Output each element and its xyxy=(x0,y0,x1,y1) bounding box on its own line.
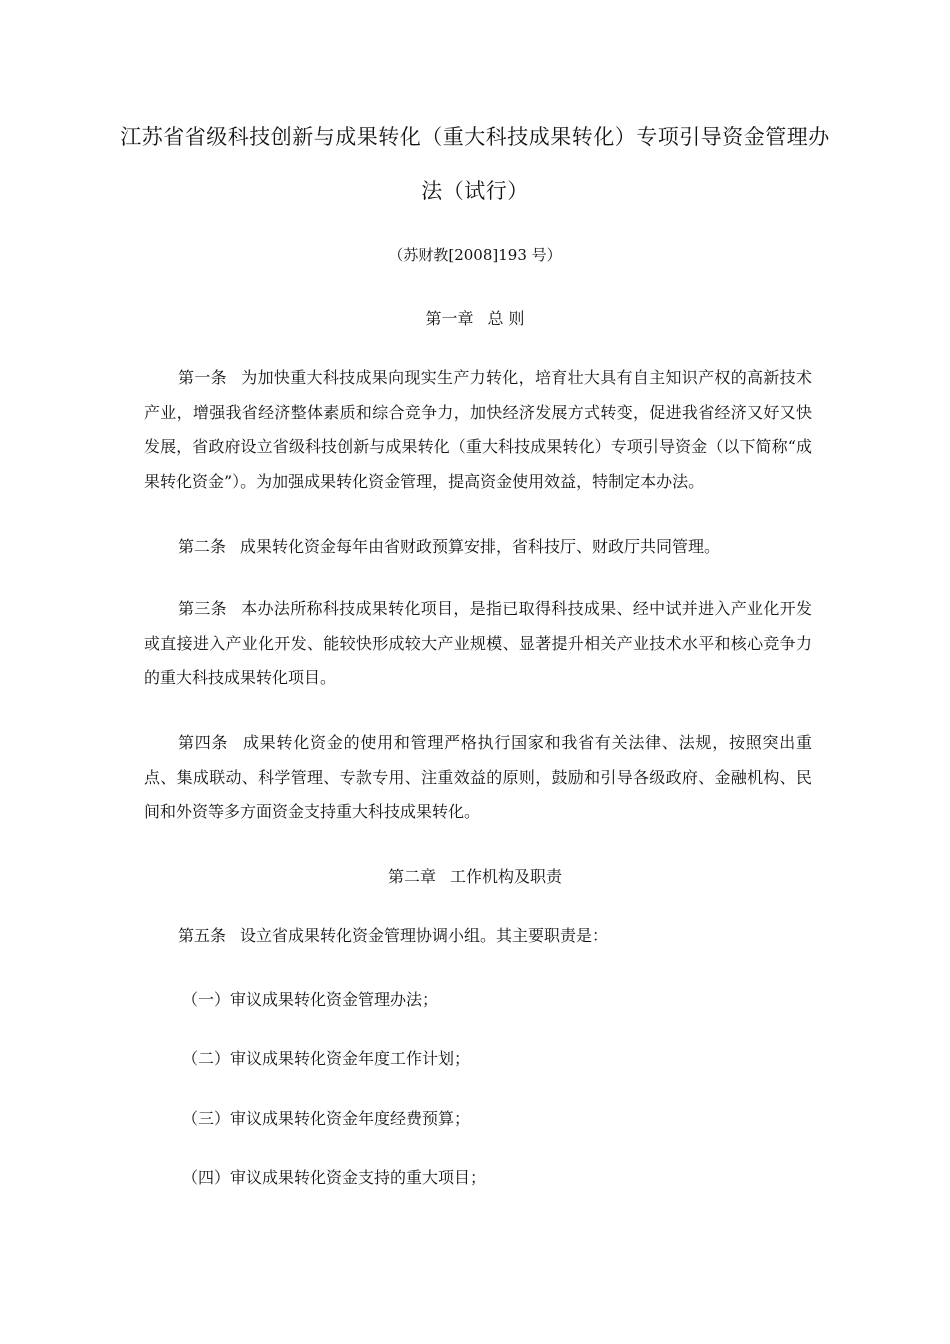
article-4 xyxy=(144,726,812,830)
list-item: （一）审议成果转化资金管理办法； xyxy=(182,990,439,1009)
chapter-name: 总 则 xyxy=(487,309,525,328)
document-number: （苏财教[2008]193 号） xyxy=(388,246,562,264)
chapter-name: 工作机构及职责 xyxy=(450,867,563,886)
article-text: 成果转化资金的使用和管理严格执行国家和我省有关法律、法规，按照突出重点、集成联动、科学管理、专款专用、注重效益的原则，鼓励和引导各级政府、金融机构、民间和外资等多方面资金支持重大科技成果转化。 xyxy=(144,733,812,822)
article-text: 本办法所称科技成果转化项目，是指已取得科技成果、经中试并进入产业化开发或直接进入产业化开发、能较快形成较大产业规模、显著提升相关产业技术水平和核心竞争力的重大科技成果转化项目。 xyxy=(144,599,812,688)
list-item: （二）审议成果转化资金年度工作计划； xyxy=(182,1049,471,1068)
chapter-label: 第二章 xyxy=(387,867,436,886)
article-3 xyxy=(144,592,812,696)
chapter-heading-2 xyxy=(0,864,950,887)
article-1 xyxy=(144,361,812,500)
article-label: 第一条 xyxy=(178,368,227,387)
article-text: 为加快重大科技成果向现实生产力转化，培育壮大具有自主知识产权的高新技术产业，增强我省经济整体素质和综合竞争力，加快经济发展方式转变，促进我省经济又好又快发展，省政府设立省级科技创新与成果转化（重大科技成果转化）专项引导资金（以下简称“成果转化资金”）。为加强成果转化资金管理，提高资金使用效益，特制定本办法。 xyxy=(144,368,812,492)
list-item: （四）审议成果转化资金支持的重大项目； xyxy=(182,1168,487,1187)
chapter-heading-1 xyxy=(0,306,950,329)
article-2 xyxy=(144,530,812,565)
article-5 xyxy=(144,919,812,954)
document-title: 江苏省省级科技创新与成果转化（重大科技成果转化）专项引导资金管理办法（试行） xyxy=(120,125,830,203)
article-label: 第二条 xyxy=(178,537,227,556)
article-label: 第四条 xyxy=(178,733,229,752)
chapter-label: 第一章 xyxy=(425,309,474,328)
article-text: 设立省成果转化资金管理协调小组。其主要职责是： xyxy=(240,926,609,945)
article-text: 成果转化资金每年由省财政预算安排，省科技厅、财政厅共同管理。 xyxy=(240,537,721,556)
article-label: 第五条 xyxy=(178,926,227,945)
article-label: 第三条 xyxy=(178,599,227,618)
list-item: （三）审议成果转化资金年度经费预算； xyxy=(182,1109,471,1128)
